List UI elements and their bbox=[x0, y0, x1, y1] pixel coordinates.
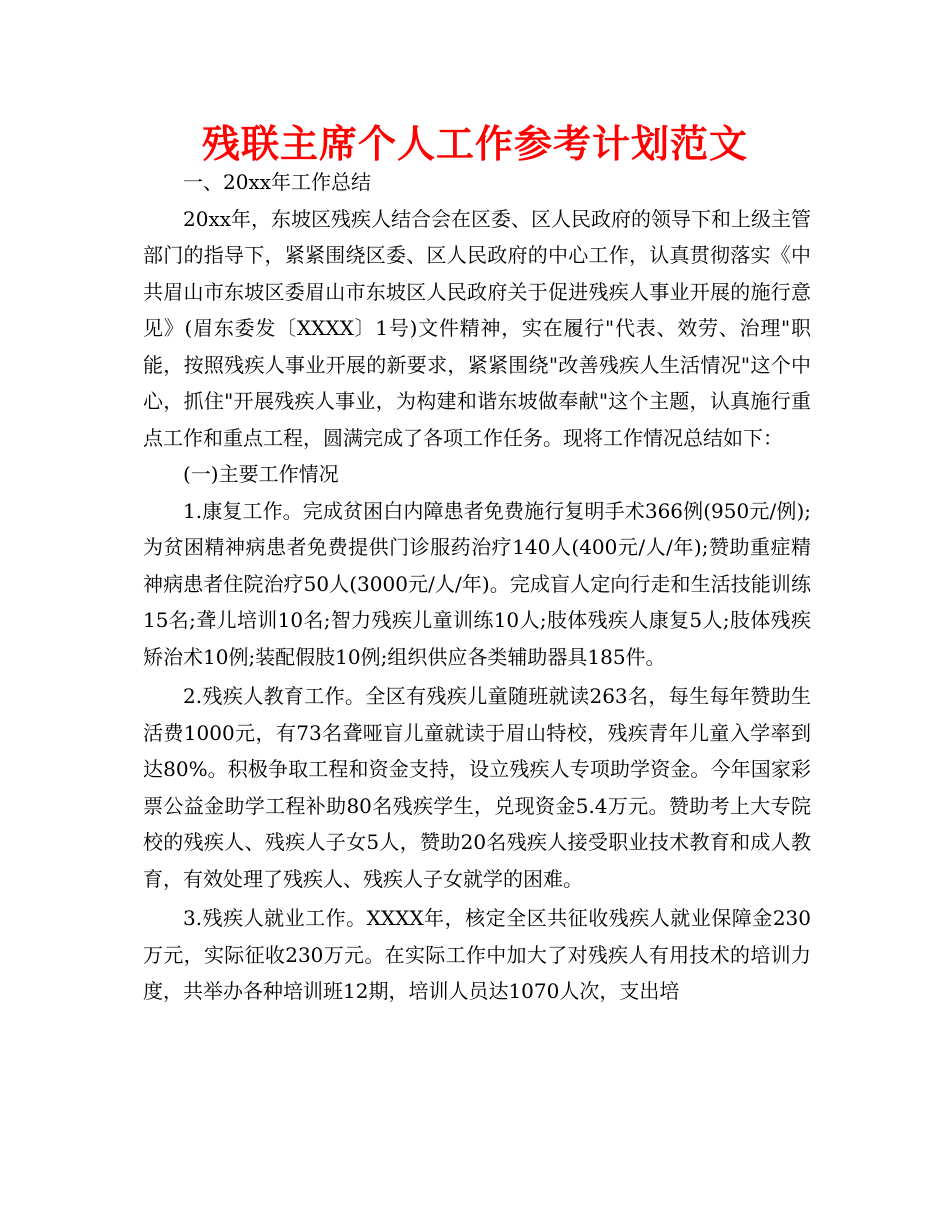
document-body bbox=[143, 164, 811, 1010]
paragraph-intro: 20xx年，东坡区残疾人结合会在区委、区人民政府的领导下和上级主管部门的指导下，紧紧围绕区委、区人民政府的中心工作，认真贯彻落实《中共眉山市东坡区委眉山市东坡区人民政府关于促进残疾人事业开展的施行意见》(眉东委发〔XXXX〕1号)文件精神，实在履行"代表、效劳、治理"职能，按照残疾人事业开展的新要求，紧紧围绕"改善残疾人生活情况"这个中心，抓住"开展残疾人事业，为构建和谐东坡做奉献"这个主题，认真施行重点工作和重点工程，圆满完成了各项工作任务。现将工作情况总结如下： bbox=[143, 206, 812, 450]
paragraph-education: 2.残疾人教育工作。全区有残疾儿童随班就读263名，每生每年赞助生活费1000元，有73名聋哑盲儿童就读于眉山特校，残疾青年儿童入学率到达80%。积极争取工程和资金支持，设立残疾人专项助学资金。今年国家彩票公益金助学工程补助80名残疾学生，兑现资金5.4万元。赞助考上大专院校的残疾人、残疾人子女5人，赞助20名残疾人接受职业技术教育和成人教育，有效处理了残疾人、残疾人子女就学的困难。 bbox=[143, 684, 811, 891]
document-title: 残联主席个人工作参考计划范文 bbox=[201, 122, 748, 166]
subsection-heading: (一)主要工作情况 bbox=[183, 462, 339, 486]
section-heading: 一、20xx年工作总结 bbox=[183, 170, 372, 194]
paragraph-rehabilitation: 1.康复工作。完成贫困白内障患者免费施行复明手术366例(950元/例);为贫困精神病患者免费提供门诊服药治疗140人(400元/人/年);赞助重症精神病患者住院治疗50人(3000元/人/年)。完成盲人定向行走和生活技能训练15名;聋儿培训10名;智力残疾儿童训练10人;肢体残疾人康复5人;肢体残疾矫治术10例;装配假肢10例;组织供应各类辅助器具185件。 bbox=[143, 498, 811, 669]
paragraph-employment: 3.残疾人就业工作。XXXX年，核定全区共征收残疾人就业保障金230万元，实际征收230万元。在实际工作中加大了对残疾人有用技术的培训力度，共举办各种培训班12期，培训人员达1070人次，支出培 bbox=[143, 906, 811, 1003]
